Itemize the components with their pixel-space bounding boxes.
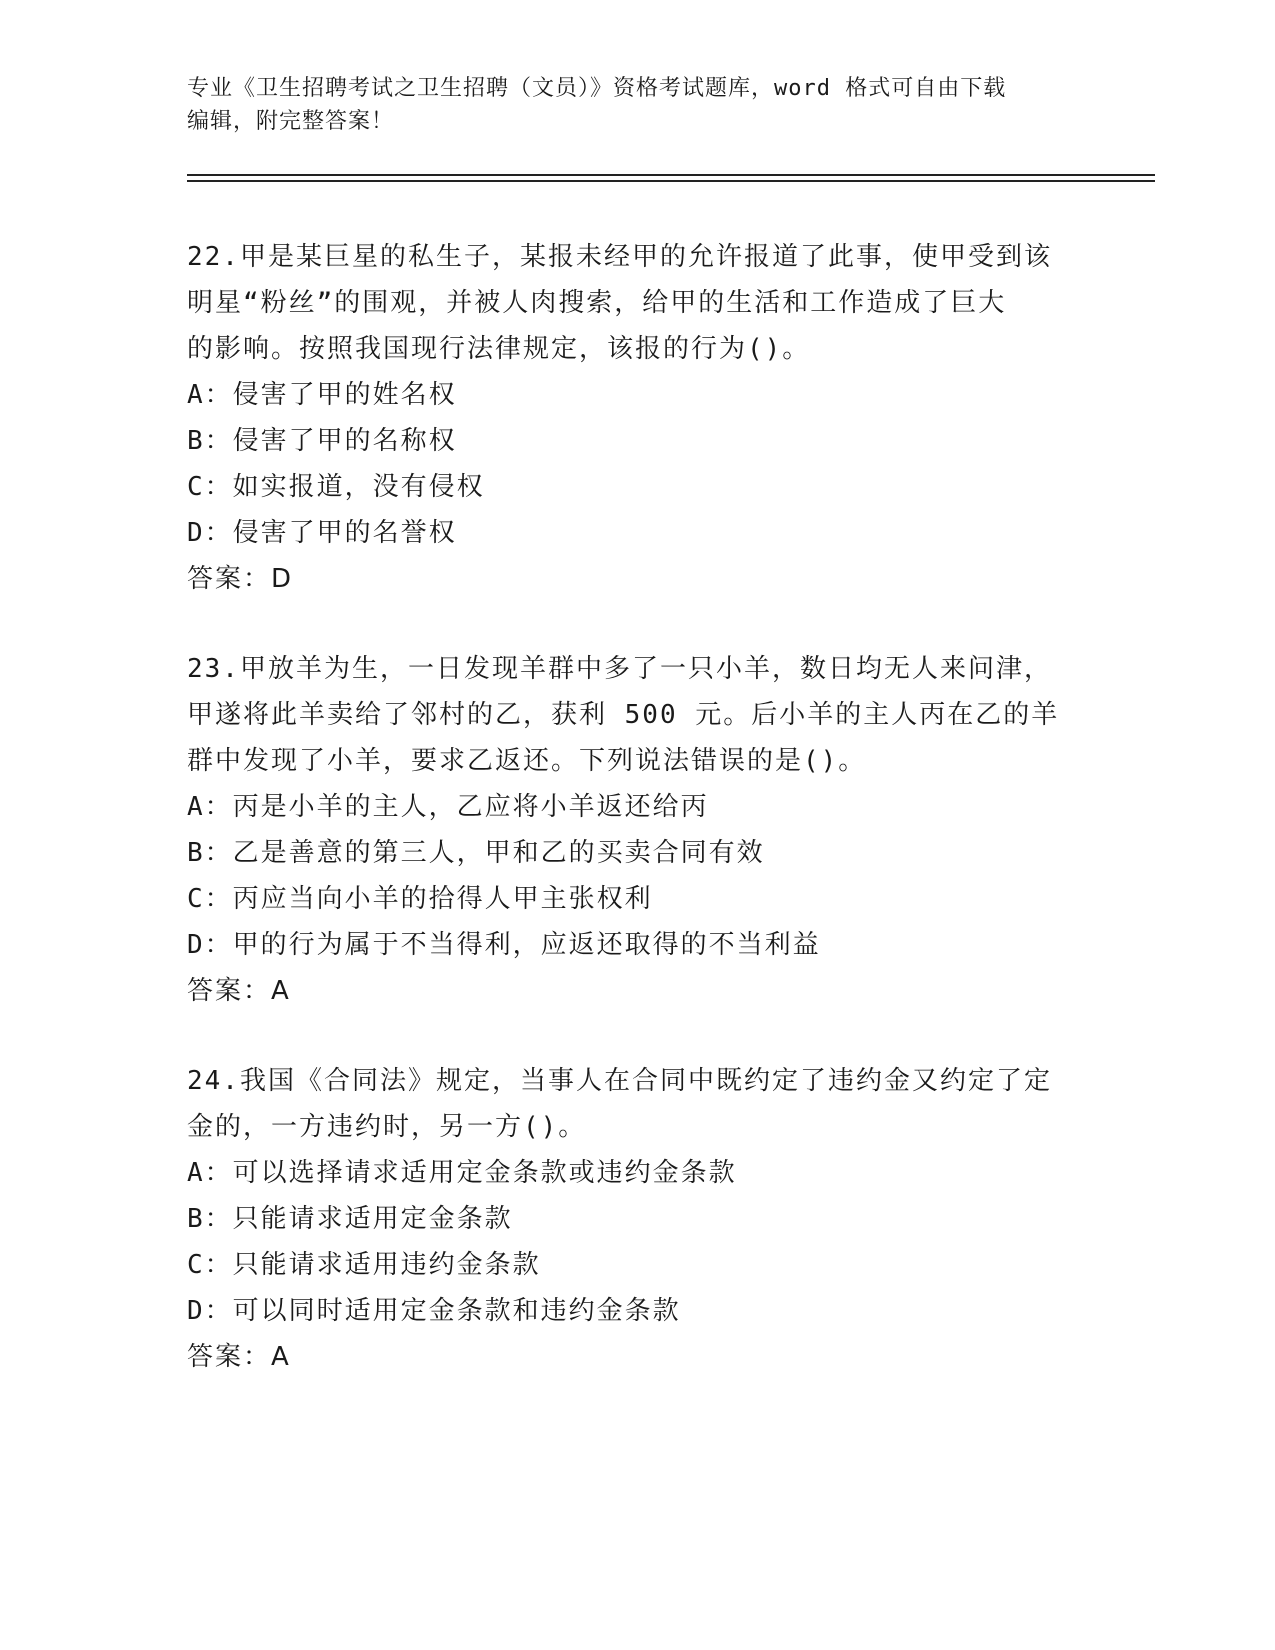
header-divider-top	[187, 174, 1155, 176]
option-d: D：甲的行为属于不当得利，应返还取得的不当利益	[187, 930, 821, 960]
option-c: C：只能请求适用违约金条款	[187, 1250, 541, 1280]
option-a: A：侵害了甲的姓名权	[187, 380, 457, 410]
option-b: B：侵害了甲的名称权	[187, 426, 457, 456]
question-stem-line: 22.甲是某巨星的私生子，某报未经甲的允许报道了此事，使甲受到该	[187, 242, 1052, 272]
option-c: C：丙应当向小羊的拾得人甲主张权利	[187, 884, 653, 914]
question-stem-line: 金的，一方违约时，另一方()。	[187, 1112, 587, 1142]
question-23	[187, 646, 1087, 1014]
question-24	[187, 1058, 1087, 1380]
question-stem-line: 24.我国《合同法》规定，当事人在合同中既约定了违约金又约定了定	[187, 1066, 1052, 1096]
option-d: D：侵害了甲的名誉权	[187, 518, 457, 548]
answer-line: 答案：D	[187, 564, 294, 594]
document-header	[187, 72, 1067, 138]
answer-line: 答案：A	[187, 976, 291, 1006]
option-c: C：如实报道，没有侵权	[187, 472, 485, 502]
answer-line: 答案：A	[187, 1342, 291, 1372]
header-line-2: 编辑，附完整答案！	[187, 109, 395, 134]
option-b: B：乙是善意的第三人，甲和乙的买卖合同有效	[187, 838, 765, 868]
question-22	[187, 234, 1087, 602]
option-b: B：只能请求适用定金条款	[187, 1204, 513, 1234]
option-a: A：丙是小羊的主人，乙应将小羊返还给丙	[187, 792, 709, 822]
option-a: A：可以选择请求适用定金条款或违约金条款	[187, 1158, 737, 1188]
question-stem-line: 的影响。按照我国现行法律规定，该报的行为()。	[187, 334, 811, 364]
header-line-1: 专业《卫生招聘考试之卫生招聘（文员）》资格考试题库，word 格式可自由下载	[187, 76, 1007, 101]
question-stem-line: 明星“粉丝”的围观，并被人肉搜索，给甲的生活和工作造成了巨大	[187, 288, 1007, 318]
question-stem-line: 甲遂将此羊卖给了邻村的乙，获利 500 元。后小羊的主人丙在乙的羊	[187, 700, 1060, 730]
option-d: D：可以同时适用定金条款和违约金条款	[187, 1296, 681, 1326]
question-stem-line: 23.甲放羊为生，一日发现羊群中多了一只小羊，数日均无人来问津，	[187, 654, 1052, 684]
question-stem-line: 群中发现了小羊，要求乙返还。下列说法错误的是()。	[187, 746, 867, 776]
header-divider-bottom	[187, 180, 1155, 182]
